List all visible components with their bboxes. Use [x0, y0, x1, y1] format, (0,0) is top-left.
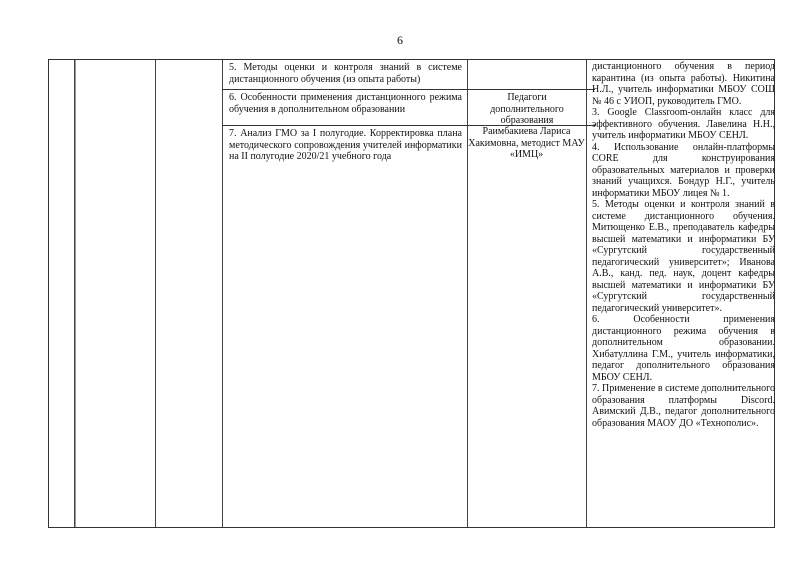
topic-cell: 6. Особенности применения дистанционного режима обучения в дополнительном образовании	[229, 92, 462, 115]
topic-cell: 7. Анализ ГМО за I полугодие. Корректировка плана методического сопровождения учителей информатики на II полугодие 2020/21 учебного года	[229, 128, 462, 162]
page-number: 6	[397, 33, 403, 47]
row-divider	[222, 89, 595, 90]
topic-cell: 5. Методы оценки и контроля знаний в системе дистанционного обучения (из опыта работы)	[229, 62, 462, 85]
column-divider	[155, 60, 156, 527]
column-divider	[222, 60, 223, 527]
participants-cell: Раимбакиева Лариса Хакимовна, методист МАУ «ИМЦ»	[468, 126, 585, 160]
result-item: 7. Применение в системе дополнительного образования платформы Discord. Авимский Д.В., педагог дополнительного образования МАОУ ДО «Технополис».	[592, 383, 775, 429]
column-divider	[75, 60, 76, 527]
result-item: дистанционного обучения в период карантина (из опыта работы). Никитина Н.Л., учитель информатики МБОУ СОШ № 46 с УИОП, руководитель ГМО.	[592, 61, 775, 107]
result-item: 4. Использование онлайн-платформы CORE для конструирования образовательных материалов и проверки знаний учащихся. Бондур Н.Г., учитель информатики МБОУ лицея № 1.	[592, 141, 775, 199]
result-item: 3. Google Classroom-онлайн класс для эффективного обучения. Лавелина Н.Н., учитель информатики МБОУ СЕНЛ.	[592, 107, 775, 141]
plan-table	[48, 59, 775, 528]
column-divider	[586, 60, 587, 527]
results-cell	[592, 61, 775, 429]
participants-cell: Педагоги дополнительного образования	[490, 92, 564, 126]
result-item: 6. Особенности применения дистанционного режима обучения в дополнительном образовании. Хибатуллина Г.М., учитель информатики, педагог дополнительного образования МБОУ СЕНЛ.	[592, 314, 775, 383]
result-item: 5. Методы оценки и контроля знаний в системе дистанционного обучения. Митющенко Е.В., преподаватель кафедры высшей математики и информатики БУ «Сургутский государственный педагогический университет»; Иванова А.В., канд. пед. наук, доцент кафедры высшей математики и информатики БУ «Сургутский государственный педагогический университет».	[592, 199, 775, 314]
